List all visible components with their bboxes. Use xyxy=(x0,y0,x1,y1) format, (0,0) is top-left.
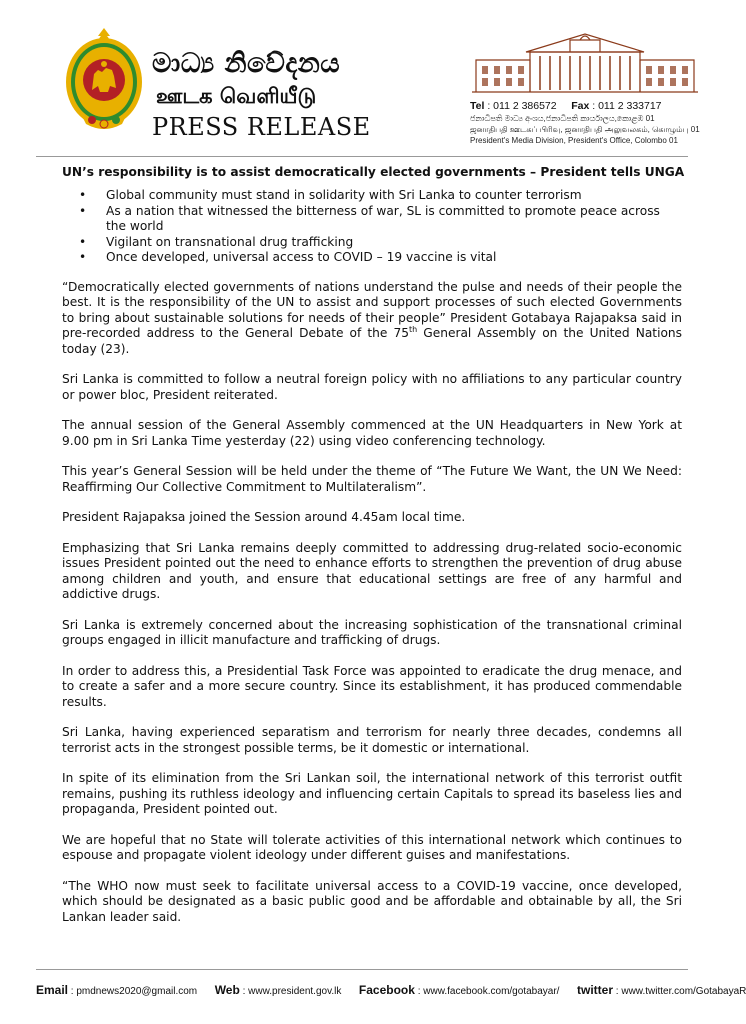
bullet-icon: • xyxy=(79,234,87,249)
list-item xyxy=(79,234,682,251)
sri-lanka-emblem xyxy=(62,24,146,134)
twitter-label: twitter xyxy=(577,983,614,997)
paragraph: This year’s General Session will be held under the theme of “The Future We Want, the UN We Need: Reaffirming Our Collective Commitment to Multilateralism”. xyxy=(62,464,682,494)
bullet-icon: • xyxy=(79,188,87,202)
bullet-icon: • xyxy=(79,203,87,218)
bullet-text: Vigilant on transnational drug trafficking xyxy=(106,234,354,249)
tel-number: : 011 2 386572 xyxy=(487,100,557,112)
bullet-text: As a nation that witnessed the bitterness of war, SL is committed to promote peace across the world xyxy=(106,203,660,233)
presidential-secretariat-building-image xyxy=(470,30,700,94)
title-english: PRESS RELEASE xyxy=(152,113,371,141)
paragraph: President Rajapaksa joined the Session around 4.45am local time. xyxy=(62,510,466,524)
email-link[interactable]: : pmdnews2020@gmail.com xyxy=(70,986,198,997)
footer-contacts xyxy=(36,983,746,999)
phone-fax-line xyxy=(470,100,716,113)
facebook-label: Facebook xyxy=(358,983,415,997)
header-divider xyxy=(36,156,688,157)
fax-label: Fax xyxy=(571,100,590,112)
bullet-text: Once developed, universal access to COVID – 19 vaccine is vital xyxy=(106,250,497,264)
fax-number: : 011 2 333717 xyxy=(592,100,662,112)
paragraph: Sri Lanka, having experienced separatism and terrorism for nearly three decades, condemns all terrorist acts in the strongest possible terms, be it domestic or international. xyxy=(62,725,682,755)
tel-label: Tel xyxy=(470,100,485,112)
address-english: President's Media Division, President's Office, Colombo 01 xyxy=(470,136,678,145)
bullet-icon: • xyxy=(79,250,87,264)
list-item xyxy=(79,188,682,204)
title-sinhala: මාධ්‍ය නිවේදනය xyxy=(152,48,341,79)
title-tamil: ஊடக வெளியீடு xyxy=(156,84,317,108)
list-item xyxy=(79,203,682,235)
article-body xyxy=(62,164,685,940)
paragraph: In spite of its elimination from the Sri Lankan soil, the international network of this terrorist outfit remains, pushing its ruthless ideology and influencing certain Capitals to spread its baseless lies and propaganda, President pointed out. xyxy=(62,771,682,816)
paragraph: Sri Lanka is committed to follow a neutral foreign policy with no affiliations to any particular country or power bloc, President reiterated. xyxy=(62,372,682,402)
bullet-text: Global community must stand in solidarity with Sri Lanka to counter terrorism xyxy=(106,188,582,202)
paragraph: Sri Lanka is extremely concerned about the increasing sophistication of the transnational criminal groups engaged in illicit manufacture and trafficking of drugs. xyxy=(62,617,682,647)
web-label: Web xyxy=(214,983,240,997)
paragraph-text: General Assembly on the United Nations today (23). xyxy=(62,326,682,356)
address-tamil: ஜனாதிபதி ஊடகப் பிரிவு, ஜனாதிபதி அலுவலகம், கொழும்பு 01 xyxy=(470,125,700,134)
letterhead xyxy=(0,0,724,158)
facebook-link[interactable]: : www.facebook.com/gotabayar/ xyxy=(417,986,560,997)
paragraph: “The WHO now must seek to facilitate universal access to a COVID-19 vaccine, once developed, which should be designated as a basic public good and be affordable and obtainable by all, the Sri Lankan leader said. xyxy=(62,878,682,924)
website-link[interactable]: : www.president.gov.lk xyxy=(242,986,342,997)
highlights-list xyxy=(62,188,682,266)
paragraph: In order to address this, a Presidential Task Force was appointed to eradicate the drug menace, and to create a safer and a more secure country. Since its establishment, it has produced commendable results. xyxy=(62,663,682,709)
press-release-title xyxy=(152,48,372,142)
paragraph-opening-quote xyxy=(62,280,682,358)
ordinal-suffix: th xyxy=(408,324,418,334)
paragraph-text: “Democratically elected governments of nations understand the pulse and needs of their people the best. It is the responsibility of the UN to assist and support processes of such elected Governments to bring about sustainable solutions for needs of their people” President Gotabaya Rajapaksa said in pre-recorded address to the General Debate of the 75 xyxy=(62,279,682,340)
email-label: Email xyxy=(36,983,69,997)
paragraph: The annual session of the General Assembly commenced at the UN Headquarters in New York at 9.00 pm in Sri Lanka Time yesterday (22) using video conferencing technology. xyxy=(62,418,682,448)
paragraph: We are hopeful that no State will tolerate activities of this international network which continues to espouse and propagate violent ideology under different guises and manifestations. xyxy=(62,832,682,862)
address-sinhala: ජනාධිපති මාධ්‍ය අංශය,ජනාධිපති කාර්යාලය,කොළඹ 01 xyxy=(470,114,655,123)
footer-divider xyxy=(36,969,688,970)
twitter-link[interactable]: : www.twitter.com/GotabayaR xyxy=(615,986,746,997)
article-headline: UN’s responsibility is to assist democratically elected governments – President tells UNGA xyxy=(62,165,685,179)
contact-block xyxy=(470,100,716,146)
list-item xyxy=(79,250,682,266)
paragraph: Emphasizing that Sri Lanka remains deeply committed to addressing drug-related socio-economic issues President pointed out the need to enhance efforts to strengthen the prevention of drug abuse among children and youth, and ensure that educational settings are free of any harmful and addictive drugs. xyxy=(62,540,682,601)
